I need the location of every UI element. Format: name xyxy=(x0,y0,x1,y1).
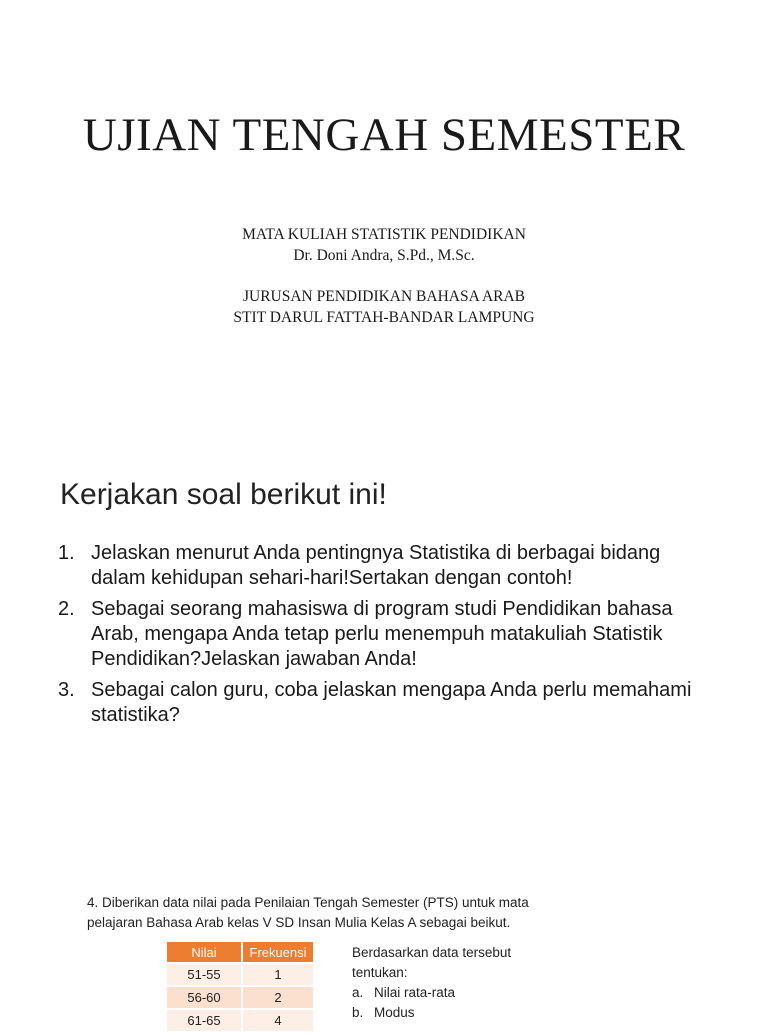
question-4-instructions xyxy=(352,943,552,1023)
question-number: 3. xyxy=(58,679,75,701)
item-letter: a. xyxy=(352,985,364,1000)
frequency-table xyxy=(165,940,315,1033)
question-number: 2. xyxy=(58,598,75,620)
table-cell: 2 xyxy=(243,987,313,1008)
course-info xyxy=(0,224,768,266)
table-row xyxy=(167,1010,313,1031)
list-item xyxy=(352,1003,552,1023)
question-item xyxy=(58,597,718,672)
table-cell: 61-65 xyxy=(167,1010,241,1031)
item-text: Nilai rata-rata xyxy=(374,985,456,1000)
question-4-text: 4. Diberikan data nilai pada Penilaian Tengah Semester (PTS) untuk mata pelajaran Bahasa Arab kelas V SD Insan Mulia Kelas A sebagai beikut. xyxy=(87,895,529,930)
instructions-list xyxy=(352,983,552,1023)
table-cell: 51-55 xyxy=(167,964,241,985)
instructions-heading: Kerjakan soal berikut ini! xyxy=(60,478,387,511)
list-item xyxy=(352,983,552,1003)
question-number: 1. xyxy=(58,542,75,564)
table-row xyxy=(167,987,313,1008)
table-cell: 1 xyxy=(243,964,313,985)
department-name: JURUSAN PENDIDIKAN BAHASA ARAB xyxy=(242,288,526,305)
table-row xyxy=(167,964,313,985)
question-item xyxy=(58,678,718,728)
course-name: MATA KULIAH STATISTIK PENDIDIKAN xyxy=(242,226,526,243)
table-cell: 56-60 xyxy=(167,987,241,1008)
item-letter: b. xyxy=(352,1005,364,1020)
page-title: UJIAN TENGAH SEMESTER xyxy=(82,109,686,161)
table-header-row xyxy=(167,942,313,962)
question-item xyxy=(58,541,718,591)
instructions-intro: Berdasarkan data tersebut tentukan: xyxy=(352,945,512,980)
question-list xyxy=(58,541,718,734)
question-text: Sebagai seorang mahasiswa di program studi Pendidikan bahasa Arab, mengapa Anda tetap perlu menempuh matakuliah Statistik Pendidikan?Jelaskan jawaban Anda! xyxy=(91,598,673,670)
question-text: Sebagai calon guru, coba jelaskan mengapa Anda perlu memahami statistika? xyxy=(91,679,692,726)
question-text: Jelaskan menurut Anda pentingnya Statistika di berbagai bidang dalam kehidupan sehari-hari!Sertakan dengan contoh! xyxy=(91,542,661,589)
column-header-frekuensi: Frekuensi xyxy=(243,942,313,962)
lecturer-name: Dr. Doni Andra, S.Pd., M.Sc. xyxy=(293,247,475,264)
table-cell: 4 xyxy=(243,1010,313,1031)
item-text: Modus xyxy=(374,1005,415,1020)
department-info xyxy=(0,286,768,328)
column-header-nilai: Nilai xyxy=(167,942,241,962)
institution-name: STIT DARUL FATTAH-BANDAR LAMPUNG xyxy=(233,309,535,326)
